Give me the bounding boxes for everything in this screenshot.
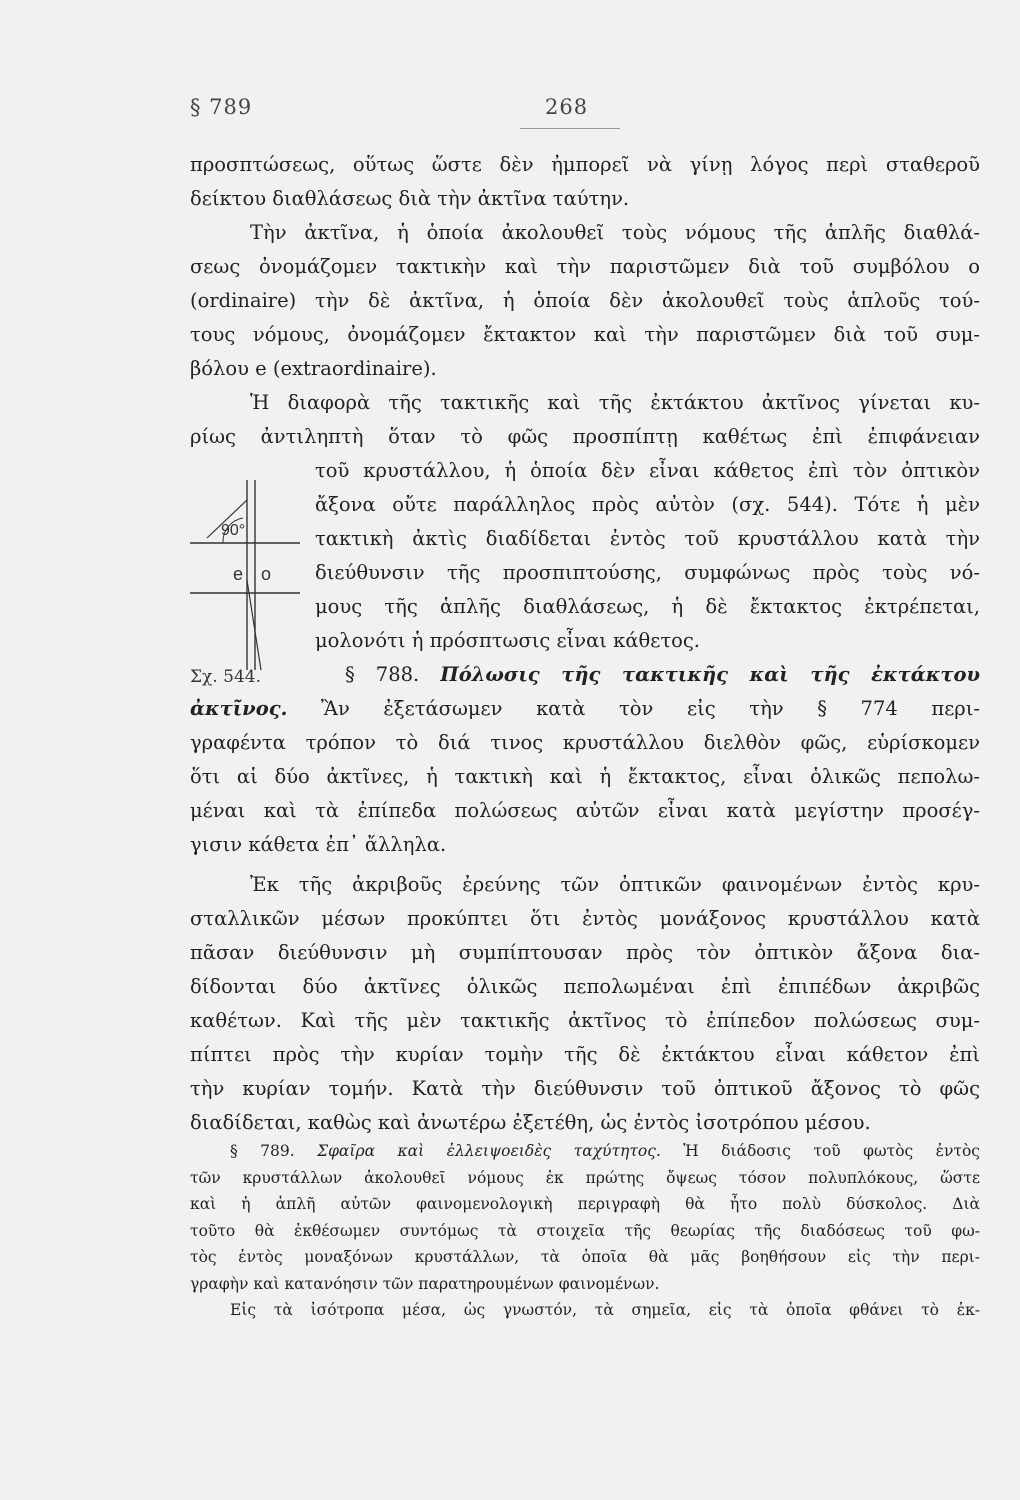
text-line: σταλλικῶν μέσων προκύπτει ὅτι ἐντὸς μονάξονος κρυστάλλου κατὰ xyxy=(190,907,980,930)
text-line: μέναι καὶ τὰ ἐπίπεδα πολώσεως αὐτῶν εἶναι κατὰ μεγίστην προσέγ- xyxy=(190,799,980,822)
figure-caption: Σχ. 544. xyxy=(190,667,261,687)
text-line: δείκτου διαθλάσεως διὰ τὴν ἀκτῖνα ταύτην. xyxy=(190,187,630,210)
small-print-title: Σφαῖρα καὶ ἐλλειψοειδὲς ταχύτητος. xyxy=(317,1142,661,1160)
small-print-line: γραφὴν καὶ κατανόησιν τῶν παρατηρουμένων φαινομένων. xyxy=(190,1274,660,1293)
text-line: πίπτει πρὸς τὴν κυρίαν τομὴν τῆς δὲ ἐκτάκτου εἶναι κάθετον ἐπὶ xyxy=(190,1043,980,1066)
figure-544 xyxy=(185,480,305,680)
text-line: (ordinaire) τὴν δὲ ἀκτῖνα, ἡ ὁποία δὲν ἀκολουθεῖ τοὺς ἁπλοῦς τού- xyxy=(190,289,980,312)
body-text-top xyxy=(190,148,980,454)
small-print-number: § 789. xyxy=(230,1142,295,1160)
small-print-first: Ἡ διάδοσις τοῦ φωτὸς ἐντὸς xyxy=(683,1142,980,1160)
figure-angle-label: 90° xyxy=(221,522,246,539)
section-788-first-text: Ἂν ἐξετάσωμεν κατὰ τὸν εἰς τὴν § 774 περι- xyxy=(321,697,980,720)
header-rule xyxy=(520,128,620,129)
text-line: Ἡ διαφορὰ τῆς τακτικῆς καὶ τῆς ἐκτάκτου ἀκτῖνος γίνεται κυ- xyxy=(250,391,980,414)
text-line: ρίως ἀντιληπτὴ ὅταν τὸ φῶς προσπίπτῃ καθέτως ἐπὶ ἐπιφάνειαν xyxy=(190,425,980,448)
text-line: μους τῆς ἁπλῆς διαθλάσεως, ἡ δὲ ἔκτακτος ἐκτρέπεται, xyxy=(315,595,980,618)
text-line: τους νόμους, ὀνομάζομεν ἔκτακτον καὶ τὴν παριστῶμεν διὰ τοῦ συμ- xyxy=(190,323,980,346)
small-print-line: τὸς ἐντὸς μοναξόνων κρυστάλλων, τὰ ὁποῖα θὰ μᾶς βοηθήσουν εἰς τὴν περι- xyxy=(190,1248,980,1266)
text-line: ὅτι αἱ δύο ἀκτῖνες, ἡ τακτικὴ καὶ ἡ ἔκτακτος, εἶναι ὁλικῶς πεπολω- xyxy=(190,765,980,788)
text-line: βόλου e (extraordinaire). xyxy=(190,357,437,380)
figure-label-o: o xyxy=(261,564,272,584)
text-line: σεως ὀνομάζομεν τακτικὴν καὶ τὴν παριστῶμεν διὰ τοῦ συμβόλου ο xyxy=(190,255,980,278)
text-line: τακτικὴ ἀκτὶς διαδίδεται ἐντὸς τοῦ κρυστάλλου κατὰ τὴν xyxy=(315,527,980,550)
text-line: δίδονται δύο ἀκτῖνες ὁλικῶς πεπολωμέναι ἐπὶ ἐπιπέδων ἀκριβῶς xyxy=(190,975,980,998)
body-text-section-788 xyxy=(190,692,980,1140)
section-788-title-end: ἀκτῖνος. xyxy=(190,697,288,720)
small-print-line: τῶν κρυστάλλων ἀκολουθεῖ νόμους ἐκ πρώτης ὄψεως τόσον πολυπλόκους, ὥστε xyxy=(190,1168,980,1187)
small-print-section-789 xyxy=(190,1138,980,1324)
small-print-line: Εἰς τὰ ἰσότροπα μέσα, ὡς γνωστόν, τὰ σημεῖα, εἰς τὰ ὁποῖα φθάνει τὸ ἐκ- xyxy=(230,1301,980,1319)
text-line: Ἐκ τῆς ἀκριβοῦς ἐρεύνης τῶν ὀπτικῶν φαινομένων ἐντὸς κρυ- xyxy=(250,873,980,896)
text-line: διαδίδεται, καθὼς καὶ ἀνωτέρω ἐξετέθη, ὡς ἐντὸς ἰσοτρόπου μέσου. xyxy=(190,1111,871,1134)
section-788-number: § 788. xyxy=(345,663,420,686)
text-line: καθέτων. Καὶ τῆς μὲν τακτικῆς ἀκτῖνος τὸ ἐπίπεδον πολώσεως συμ- xyxy=(190,1009,980,1032)
text-line: Τὴν ἀκτῖνα, ἡ ὁποία ἀκολουθεῖ τοὺς νόμους τῆς ἁπλῆς διαθλά- xyxy=(250,221,980,244)
text-line: διεύθυνσιν τῆς προσπιπτούσης, συμφώνως πρὸς τοὺς νό- xyxy=(315,561,980,584)
section-788-heading-line xyxy=(315,658,980,692)
text-line: γραφέντα τρόπον τὸ διά τινος κρυστάλλου διελθὸν φῶς, εὑρίσκομεν xyxy=(190,731,980,754)
text-line: πᾶσαν διεύθυνσιν μὴ συμπίπτουσαν πρὸς τὸν ὀπτικὸν ἄξονα δια- xyxy=(190,941,980,964)
text-line: μολονότι ἡ πρόσπτωσις εἶναι κάθετος. xyxy=(315,629,700,652)
small-print-line: καὶ ἡ ἁπλῆ αὐτῶν φαινομενολογικὴ περιγραφὴ θὰ ἦτο πολὺ δύσκολος. Διὰ xyxy=(190,1195,980,1213)
text-line: γισιν κάθετα ἐπ᾽ ἄλληλα. xyxy=(190,833,447,856)
small-print-line: τοῦτο θὰ ἐκθέσωμεν συντόμως τὰ στοιχεῖα τῆς θεωρίας τῆς διαδόσεως τοῦ φω- xyxy=(190,1221,980,1240)
section-788-first-line xyxy=(190,692,980,726)
running-section-header: § 789 xyxy=(190,95,253,119)
body-text-beside-figure xyxy=(315,454,980,692)
text-line: ἄξονα οὔτε παράλληλος πρὸς αὐτὸν (σχ. 544). Τότε ἡ μὲν xyxy=(315,493,980,516)
section-788-title: Πόλωσις τῆς τακτικῆς καὶ τῆς ἐκτάκτου xyxy=(440,663,980,686)
page-number: 268 xyxy=(545,95,589,119)
text-line: τὴν κυρίαν τομήν. Κατὰ τὴν διεύθυνσιν τοῦ ὀπτικοῦ ἄξονος τὸ φῶς xyxy=(190,1077,980,1100)
text-line: τοῦ κρυστάλλου, ἡ ὁποία δὲν εἶναι κάθετος ἐπὶ τὸν ὀπτικὸν xyxy=(315,459,980,482)
figure-label-e: e xyxy=(233,564,244,584)
text-line: προσπτώσεως, οὕτως ὥστε δὲν ἠμπορεῖ νὰ γίνῃ λόγος περὶ σταθεροῦ xyxy=(190,153,980,176)
small-print-heading-line xyxy=(190,1138,980,1165)
